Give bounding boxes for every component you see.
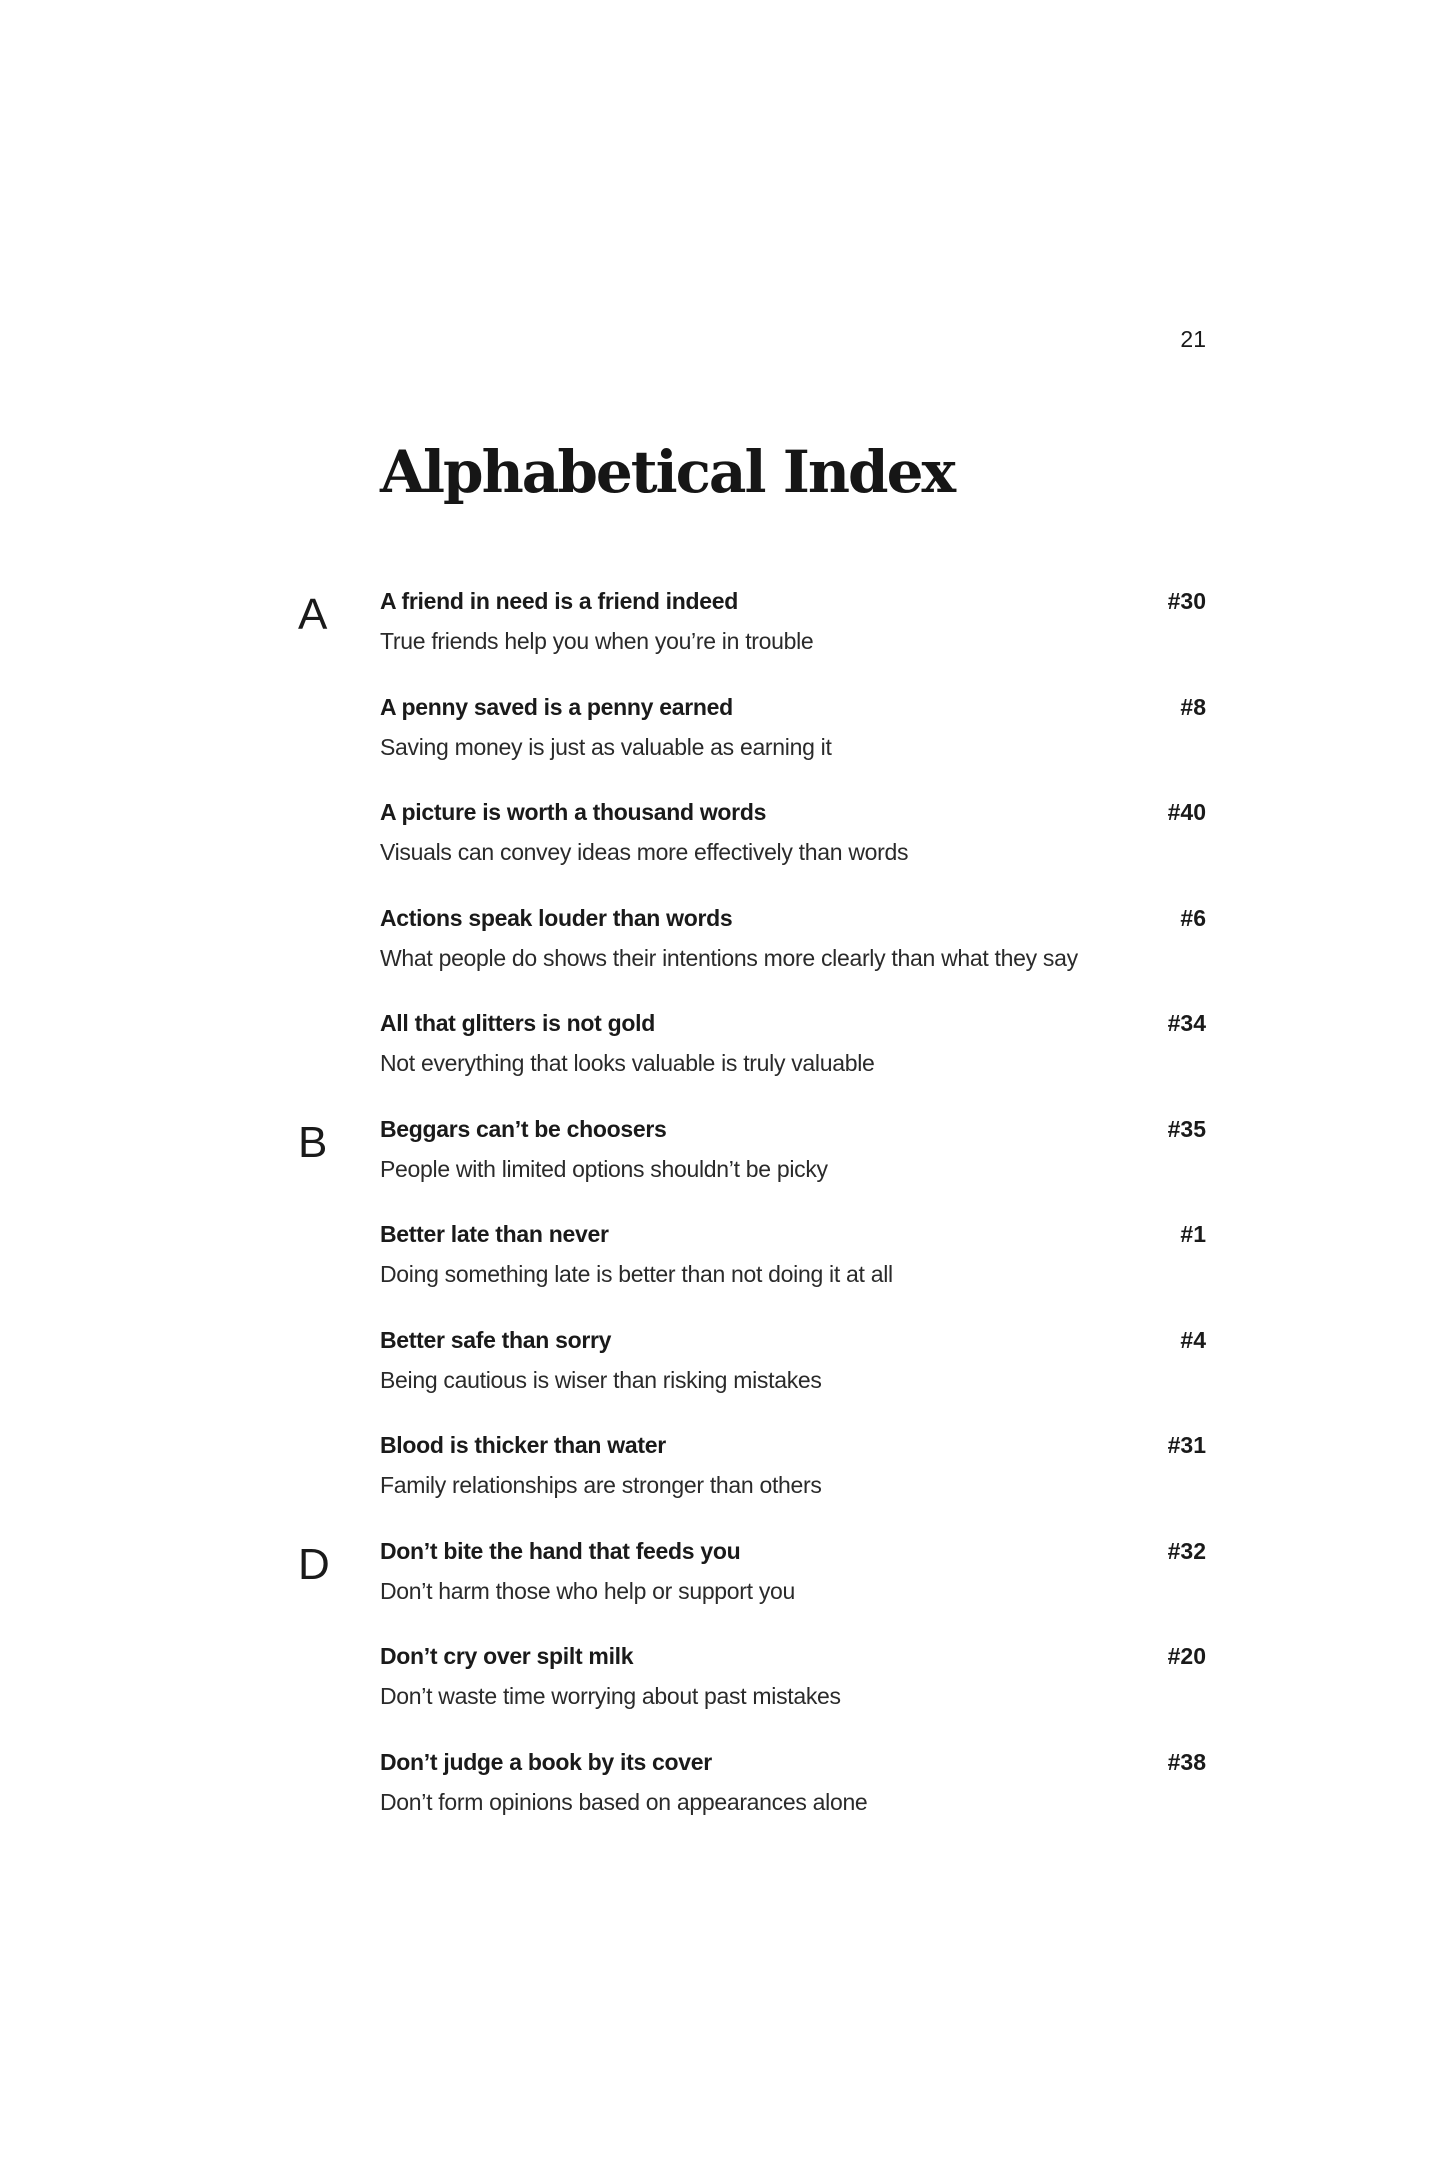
entry-title: A penny saved is a penny earned	[380, 693, 733, 720]
index-entry	[0, 1538, 1440, 1644]
section-letter: B	[298, 1117, 328, 1167]
index-entry	[0, 905, 1440, 1011]
entry-description: Don’t waste time worrying about past mistakes	[380, 1683, 841, 1709]
entry-title: Beggars can’t be choosers	[380, 1115, 667, 1142]
entry-number: #8	[1180, 693, 1206, 720]
entry-title: Better late than never	[380, 1221, 609, 1247]
entry-title: All that glitters is not gold	[380, 1010, 655, 1036]
entry-description: Being cautious is wiser than risking mistakes	[380, 1366, 822, 1393]
index-entry	[0, 588, 1440, 694]
entry-number: #32	[1167, 1537, 1206, 1564]
page-title: Alphabetical Index	[380, 438, 955, 506]
entry-number: #38	[1167, 1748, 1206, 1775]
section-letter: D	[298, 1539, 330, 1589]
page-number: 21	[1180, 326, 1206, 352]
entry-title: Don’t bite the hand that feeds you	[380, 1537, 741, 1564]
index-entry	[0, 1749, 1440, 1855]
index-entry	[0, 1327, 1440, 1433]
entry-description: Doing something late is better than not doing it at all	[380, 1261, 893, 1287]
index-entry	[0, 1116, 1440, 1222]
index-entry	[0, 1010, 1440, 1116]
entry-number: #6	[1180, 904, 1206, 931]
entry-description: Don’t harm those who help or support you	[380, 1577, 796, 1604]
entry-number: #4	[1180, 1326, 1206, 1353]
index-entry	[0, 694, 1440, 800]
entry-description: True friends help you when you’re in trouble	[380, 628, 814, 654]
entry-description: People with limited options shouldn’t be picky	[380, 1155, 828, 1182]
entry-description: Saving money is just as valuable as earning it	[380, 733, 832, 760]
entry-number: #34	[1167, 1010, 1206, 1036]
section-letter: A	[298, 590, 328, 639]
entry-title: Don’t cry over spilt milk	[380, 1643, 634, 1669]
entry-title: Blood is thicker than water	[380, 1432, 666, 1458]
index-entry	[0, 1432, 1440, 1538]
entry-number: #31	[1167, 1432, 1206, 1458]
entry-title: A picture is worth a thousand words	[380, 799, 767, 825]
entry-title: Actions speak louder than words	[380, 904, 733, 931]
entry-title: A friend in need is a friend indeed	[380, 588, 738, 614]
entry-title: Better safe than sorry	[380, 1326, 612, 1353]
index-entry	[0, 1221, 1440, 1327]
entry-number: #35	[1167, 1115, 1206, 1142]
entry-description: Visuals can convey ideas more effectively than words	[380, 839, 909, 865]
entry-number: #40	[1167, 799, 1206, 825]
entry-description: What people do shows their intentions more clearly than what they say	[380, 944, 1078, 971]
entry-number: #30	[1167, 588, 1206, 614]
entry-description: Don’t form opinions based on appearances alone	[380, 1788, 868, 1815]
entry-number: #1	[1180, 1221, 1206, 1247]
entry-description: Family relationships are stronger than others	[380, 1472, 822, 1498]
index-entry	[0, 799, 1440, 905]
entry-title: Don’t judge a book by its cover	[380, 1748, 712, 1775]
entry-number: #20	[1167, 1643, 1206, 1669]
index-entry	[0, 1643, 1440, 1749]
entry-description: Not everything that looks valuable is truly valuable	[380, 1050, 875, 1076]
index-list	[0, 588, 1440, 1854]
